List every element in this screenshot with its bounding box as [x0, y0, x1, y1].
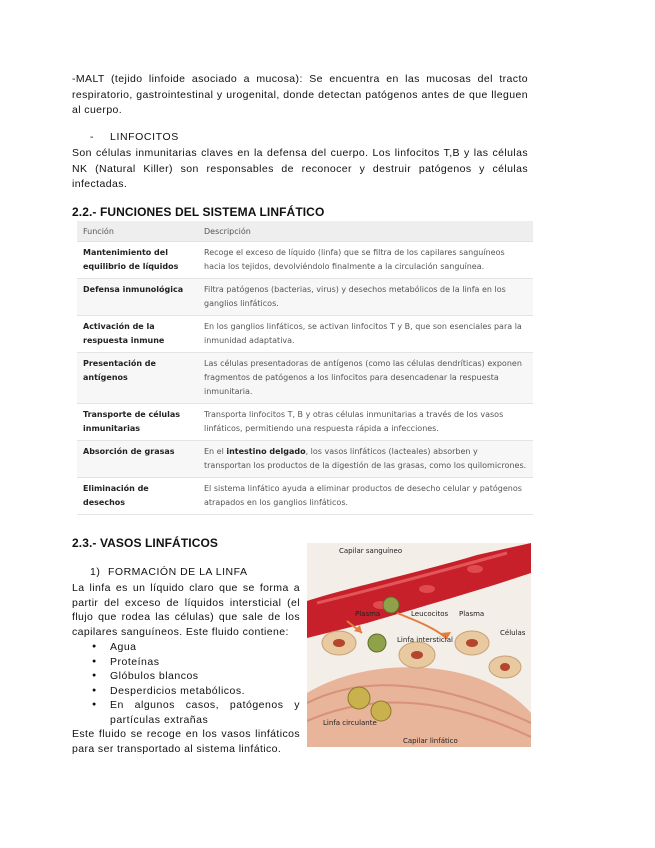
table-cell-funcion: Mantenimiento del equilibrio de líquidos [77, 242, 198, 279]
subheading-formacion [90, 566, 247, 578]
desc-post: , los vasos linfáticos (lacteales) absorben y transportan los productos de la digestión de las grasas, como los quilomicrones. [204, 447, 527, 470]
section-heading-funciones: 2.2.- FUNCIONES DEL SISTEMA LINFÁTICO [72, 205, 325, 219]
table-header-descripcion: Descripción [198, 221, 533, 242]
table-cell-descripcion: Filtra patógenos (bacterias, virus) y desechos metabólicos de la linfa en los ganglios linfáticos. [198, 279, 533, 316]
functions-table [77, 221, 533, 515]
list-item: ● Agua [92, 640, 300, 655]
table-cell-funcion: Defensa inmunológica [77, 279, 198, 316]
list-item: ● Desperdicios metabólicos. [92, 684, 300, 699]
table-row [77, 353, 533, 404]
linfa-paragraph: La linfa es un líquido claro que se forma a partir del exceso de líquidos intersticial (el flujo que rodea las células) que sale de los capilares sanguíneos. Este fluido contiene: [72, 582, 300, 638]
cell-nucleus [500, 663, 510, 671]
list-item: ● En algunos casos, patógenos y partículas extrañas [92, 698, 300, 727]
table-row [77, 478, 533, 515]
table-row [77, 242, 533, 279]
table-cell-descripcion: Transporta linfocitos T, B y otras células inmunitarias a través de los vasos linfáticos, permitiendo una respuesta rápida a infecciones. [198, 404, 533, 441]
linfocitos-paragraph: Son células inmunitarias claves en la defensa del cuerpo. Los linfocitos T,B y las células NK (Natural Killer) son responsables de reconocer y destruir patógenos y células infectadas. [72, 147, 528, 190]
table-header-funcion: Función [77, 221, 198, 242]
label-celulas: Células [500, 629, 526, 637]
closing-paragraph: Este fluido se recoge en los vasos linfáticos para ser transportado al sistema linfático. [72, 728, 300, 755]
table-row [77, 404, 533, 441]
label-linfa-circulante: Linfa circulante [323, 719, 377, 727]
label-linfa-intersticial: Linfa intersticial [397, 636, 453, 644]
table-cell-descripcion: Las células presentadoras de antígenos (como las células dendríticas) exponen fragmentos de patógenos a los linfocitos para desencadenar la respuesta inmunitaria. [198, 353, 533, 404]
table-row [77, 279, 533, 316]
table-cell-descripcion: El sistema linfático ayuda a eliminar productos de desecho celular y patógenos atrapados en los ganglios linfáticos. [198, 478, 533, 515]
desc-pre: En el [204, 447, 227, 456]
contents-list [92, 640, 300, 727]
linfocitos-title: LINFOCITOS [110, 131, 179, 143]
table-row [77, 441, 533, 478]
malt-paragraph: -MALT (tejido linfoide asociado a mucosa): Se encuentra en las mucosas del tracto respiratorio, gastrointestinal y urogenital, donde detectan patógenos antes de que lleguen al cuerpo. [72, 73, 528, 116]
table-cell-descripcion [198, 441, 533, 478]
table-cell-funcion: Absorción de grasas [77, 441, 198, 478]
leukocyte [371, 701, 391, 721]
label-plasma-1: Plasma [355, 610, 381, 618]
section-heading-vasos: 2.3.- VASOS LINFÁTICOS [72, 536, 218, 550]
subheading-text: FORMACIÓN DE LA LINFA [108, 566, 248, 578]
lymph-formation-diagram [307, 543, 531, 747]
red-blood-cell [419, 585, 435, 593]
table-cell-funcion: Eliminación de desechos [77, 478, 198, 515]
list-item: ● Glóbulos blancos [92, 669, 300, 684]
leukocyte [348, 687, 370, 709]
cell-nucleus [411, 651, 423, 659]
table-cell-descripcion: Recoge el exceso de líquido (linfa) que se filtra de los capilares sanguíneos hacia los tejidos, devolviéndolo finalmente a la circulación sanguínea. [198, 242, 533, 279]
desc-bold: intestino delgado [226, 447, 306, 456]
label-capilar-linfatico: Capilar linfático [403, 737, 458, 745]
label-plasma-2: Plasma [459, 610, 485, 618]
bullet-dash: - [90, 131, 95, 143]
table-row [77, 316, 533, 353]
table-header-row [77, 221, 533, 242]
label-capilar-sanguineo: Capilar sanguíneo [339, 547, 403, 555]
table-cell-funcion: Presentación de antígenos [77, 353, 198, 404]
cell-nucleus [466, 639, 478, 647]
leukocyte [383, 597, 399, 613]
red-blood-cell [467, 565, 483, 573]
table-cell-funcion: Activación de la respuesta inmune [77, 316, 198, 353]
leukocyte [368, 634, 386, 652]
table-cell-funcion: Transporte de células inmunitarias [77, 404, 198, 441]
cell-nucleus [333, 639, 345, 647]
list-item: ● Proteínas [92, 655, 300, 670]
linfocitos-bullet [90, 131, 179, 143]
subheading-number: 1) [90, 566, 101, 578]
label-leucocitos: Leucocitos [411, 610, 449, 618]
table-cell-descripcion: En los ganglios linfáticos, se activan linfocitos T y B, que son esenciales para la inmunidad adaptativa. [198, 316, 533, 353]
